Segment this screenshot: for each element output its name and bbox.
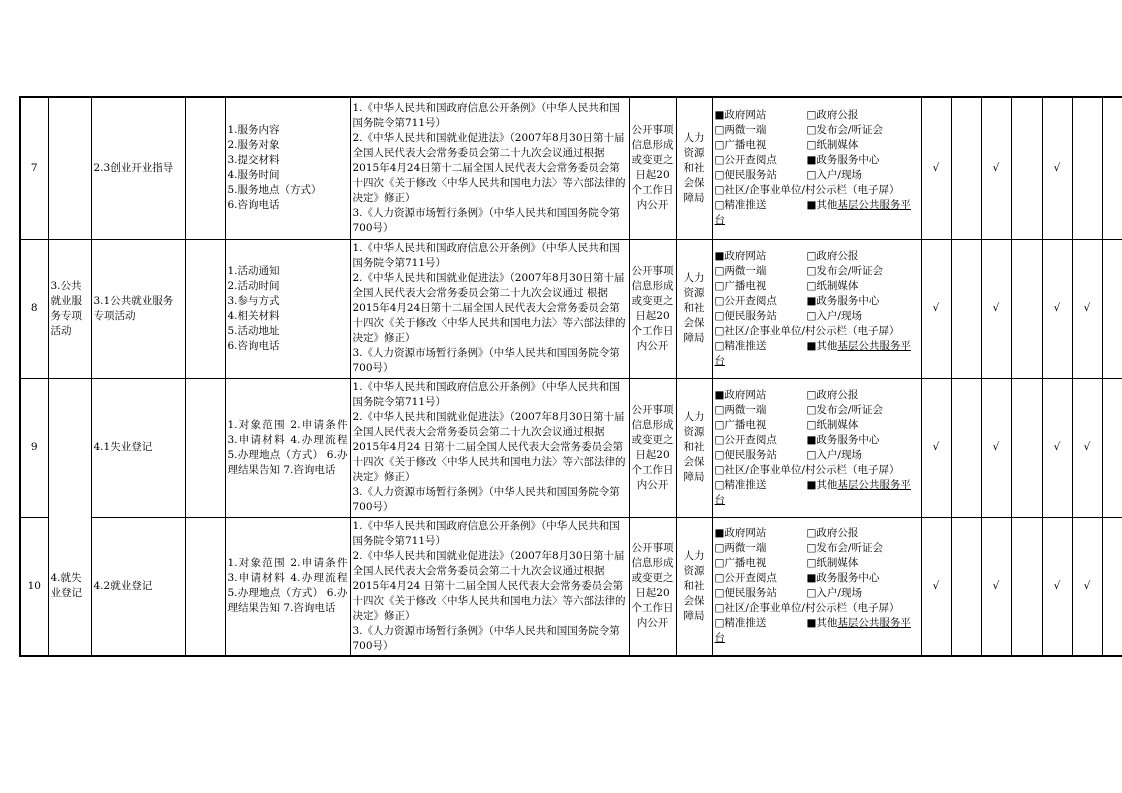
blank-cell bbox=[185, 239, 225, 378]
responsible-department: 人力资源和社会保障局 bbox=[676, 378, 712, 517]
disclosure-content bbox=[225, 239, 350, 378]
responsible-department: 人力资源和社会保障局 bbox=[676, 239, 712, 378]
content-text: 1.对象范围 2.申请条件 3.申请材料 4.办理流程 5.办理地点（方式） 6.办理结果告知 7.咨询电话 bbox=[227, 418, 348, 476]
disclosure-timeline: 公开事项信息形成或变更之日起20个工作日内公开 bbox=[629, 97, 676, 239]
category-cell bbox=[48, 97, 91, 239]
channel-option: □精准推送 bbox=[714, 339, 767, 352]
content-line: 5.服务地点（方式） bbox=[227, 184, 322, 197]
check-mark: √ bbox=[1042, 239, 1072, 378]
channel-option: □精准推送 bbox=[714, 617, 767, 629]
channel-option: □入户/现场 bbox=[806, 309, 862, 322]
channel-option: □入户/现场 bbox=[806, 169, 862, 182]
disclosure-channels bbox=[712, 517, 921, 656]
channel-row bbox=[715, 339, 919, 369]
channel-option-other: 基层公共服务平台 bbox=[714, 339, 911, 367]
check-mark: √ bbox=[921, 517, 951, 656]
check-mark: √ bbox=[981, 97, 1011, 239]
channel-option: □广播电视 bbox=[714, 557, 767, 569]
disclosure-basis bbox=[350, 239, 629, 378]
channel-option: □纸制媒体 bbox=[806, 418, 859, 431]
basis-line: 3.《人力资源市场暂行条例》（中华人民共和国国务院令第700号） bbox=[352, 486, 620, 513]
check-mark: √ bbox=[981, 517, 1011, 656]
disclosure-timeline: 公开事项信息形成或变更之日起20个工作日内公开 bbox=[629, 239, 676, 378]
basis-line: 2.《中华人民共和国就业促进法》（2007年8月30日第十届全国人民代表大会常务委员会第二十九次会议通过根据2015年4月24日第十二届全国人民代表大会常务委员会第十四次《关于修改〈中华人民共和国电力法〉等六部法律的决定》修正） bbox=[352, 131, 626, 204]
content-line: 1.服务内容 bbox=[227, 124, 280, 137]
check-mark: √ bbox=[1072, 517, 1102, 656]
channel-option: ■政务服务中心 bbox=[806, 572, 880, 584]
disclosure-channels bbox=[712, 239, 921, 378]
channel-option: ■其他 bbox=[806, 617, 838, 629]
channel-row bbox=[715, 123, 919, 138]
channel-option: □社区/企事业单位/村公示栏（电子屏） bbox=[714, 602, 900, 614]
channel-option: ■政府网站 bbox=[714, 527, 767, 539]
check-mark bbox=[1102, 97, 1122, 239]
check-mark: √ bbox=[1042, 517, 1072, 656]
channel-option-other: 基层公共服务平台 bbox=[714, 617, 911, 644]
content-line: 3.提交材料 bbox=[227, 154, 280, 167]
channel-option: □政府公报 bbox=[806, 249, 859, 262]
channel-row bbox=[715, 403, 919, 418]
check-mark: √ bbox=[921, 239, 951, 378]
row-number: 8 bbox=[20, 239, 48, 378]
content-line: 1.活动通知 bbox=[227, 264, 280, 277]
row-number: 9 bbox=[20, 378, 48, 517]
channel-option: □纸制媒体 bbox=[806, 139, 859, 152]
content-line: 2.服务对象 bbox=[227, 139, 280, 152]
check-mark: √ bbox=[921, 378, 951, 517]
channel-option: □便民服务站 bbox=[714, 448, 777, 461]
disclosure-channels bbox=[712, 378, 921, 517]
channel-option: □广播电视 bbox=[714, 279, 767, 292]
item-name: 4.2就业登记 bbox=[91, 517, 185, 656]
channel-option: □两微一端 bbox=[714, 124, 767, 137]
channel-option-other: 基层公共服务平台 bbox=[714, 199, 911, 227]
disclosure-basis bbox=[350, 517, 629, 656]
channel-option: □发布会/听证会 bbox=[806, 542, 883, 554]
channel-option: ■其他 bbox=[806, 478, 838, 491]
check-mark bbox=[1072, 97, 1102, 239]
channel-option: ■政务服务中心 bbox=[806, 433, 880, 446]
channel-option: □政府公报 bbox=[806, 388, 859, 401]
channel-row bbox=[715, 556, 919, 571]
channel-option: ■政府网站 bbox=[714, 388, 767, 401]
channel-row bbox=[715, 294, 919, 309]
channel-option: □两微一端 bbox=[714, 264, 767, 277]
basis-line: 3.《人力资源市场暂行条例》（中华人民共和国国务院令第700号） bbox=[352, 206, 620, 234]
channel-option: □精准推送 bbox=[714, 199, 767, 212]
channel-option: □两微一端 bbox=[714, 403, 767, 416]
channel-option: □纸制媒体 bbox=[806, 279, 859, 292]
channel-option: □便民服务站 bbox=[714, 169, 777, 182]
channel-option: ■政府网站 bbox=[714, 249, 767, 262]
channel-option: □公开查阅点 bbox=[714, 433, 777, 446]
channel-row bbox=[715, 433, 919, 448]
channel-row bbox=[715, 586, 919, 601]
channel-option: □精准推送 bbox=[714, 478, 767, 491]
channel-row bbox=[715, 108, 919, 123]
blank-cell bbox=[185, 97, 225, 239]
check-mark: √ bbox=[981, 239, 1011, 378]
check-mark bbox=[1011, 378, 1042, 517]
channel-row bbox=[715, 153, 919, 168]
basis-line: 3.《人力资源市场暂行条例》（中华人民共和国国务院令第700号） bbox=[352, 624, 620, 652]
check-mark: √ bbox=[1042, 378, 1072, 517]
disclosure-content bbox=[225, 517, 350, 656]
check-mark bbox=[1011, 97, 1042, 239]
channel-option: □发布会/听证会 bbox=[806, 264, 883, 277]
check-mark: √ bbox=[1072, 378, 1102, 517]
channel-option: □便民服务站 bbox=[714, 309, 777, 322]
disclosure-timeline: 公开事项信息形成或变更之日起20个工作日内公开 bbox=[629, 378, 676, 517]
channel-option: □政府公报 bbox=[806, 527, 859, 539]
basis-line: 2.《中华人民共和国就业促进法》（2007年8月30日第十届全国人民代表大会常务委员会第二十九次会议通过根据2015年4月24 日第十二届全国人民代表大会常务委员会第十四次《关于修改〈中华人民共和国电力法〉等六部法律的决定》修正） bbox=[352, 411, 626, 483]
responsible-department: 人力资源和社会保障局 bbox=[676, 97, 712, 239]
check-mark bbox=[1102, 378, 1122, 517]
check-mark bbox=[951, 239, 981, 378]
channel-option: □广播电视 bbox=[714, 139, 767, 152]
item-name: 2.3创业开业指导 bbox=[91, 97, 185, 239]
content-line: 4.相关材料 bbox=[227, 309, 280, 322]
check-mark: √ bbox=[921, 97, 951, 239]
category-cell: 3.公共就业服务专项活动 bbox=[48, 239, 91, 378]
basis-line: 1.《中华人民共和国政府信息公开条例》（中华人民共和国国务院令第711号） bbox=[352, 242, 620, 269]
basis-line: 1.《中华人民共和国政府信息公开条例》（中华人民共和国国务院令第711号） bbox=[352, 101, 620, 129]
blank-cell bbox=[185, 378, 225, 517]
check-mark bbox=[1011, 239, 1042, 378]
channel-option: ■政府网站 bbox=[714, 109, 767, 122]
channel-option: □广播电视 bbox=[714, 418, 767, 431]
channel-option: □公开查阅点 bbox=[714, 572, 777, 584]
channel-row bbox=[715, 526, 919, 541]
channel-option: □公开查阅点 bbox=[714, 294, 777, 307]
channel-row bbox=[715, 249, 919, 264]
basis-line: 2.《中华人民共和国就业促进法》（2007年8月30日第十届全国人民代表大会常务委员会第二十九次会议通过 根据2015年4月24日第十二届全国人民代表大会常务委员会第十四次《关于修改〈中华人民共和国电力法〉等六部法律的决定》修正） bbox=[352, 272, 626, 344]
channel-option: □社区/企事业单位/村公示栏（电子屏） bbox=[714, 184, 900, 197]
item-name: 3.1公共就业服务专项活动 bbox=[91, 239, 185, 378]
channel-row bbox=[715, 264, 919, 279]
responsible-department: 人力资源和社会保障局 bbox=[676, 517, 712, 656]
disclosure-basis bbox=[350, 97, 629, 239]
content-line: 3.参与方式 bbox=[227, 294, 280, 307]
channel-row bbox=[715, 168, 919, 183]
channel-row bbox=[715, 541, 919, 556]
channel-option: □入户/现场 bbox=[806, 587, 862, 599]
basis-line: 3.《人力资源市场暂行条例》（中华人民共和国国务院令第700号） bbox=[352, 347, 620, 374]
channel-option: □入户/现场 bbox=[806, 448, 862, 461]
check-mark bbox=[1102, 239, 1122, 378]
channel-option: □两微一端 bbox=[714, 542, 767, 554]
content-line: 4.服务时间 bbox=[227, 169, 280, 182]
channel-row bbox=[715, 279, 919, 294]
category-cell: 4.就失业登记 bbox=[48, 517, 91, 656]
channel-row bbox=[715, 138, 919, 153]
category-cell bbox=[48, 378, 91, 517]
content-line: 5.活动地址 bbox=[227, 324, 280, 337]
channel-option: □公开查阅点 bbox=[714, 154, 777, 167]
channel-row bbox=[715, 198, 919, 228]
channel-option: ■政务服务中心 bbox=[806, 154, 880, 167]
check-mark bbox=[951, 378, 981, 517]
channel-row bbox=[715, 571, 919, 586]
disclosure-timeline: 公开事项信息形成或变更之日起20个工作日内公开 bbox=[629, 517, 676, 656]
channel-row bbox=[715, 616, 919, 646]
channel-option: □发布会/听证会 bbox=[806, 124, 883, 137]
table-row bbox=[20, 517, 1122, 656]
disclosure-channels bbox=[712, 97, 921, 239]
content-text: 1.对象范围 2.申请条件 3.申请材料 4.办理流程 5.办理地点（方式） 6.办理结果告知 7.咨询电话 bbox=[227, 557, 348, 614]
content-line: 2.活动时间 bbox=[227, 279, 280, 292]
table-row bbox=[20, 239, 1122, 378]
channel-option: □社区/企事业单位/村公示栏（电子屏） bbox=[714, 463, 900, 476]
check-mark bbox=[1102, 517, 1122, 656]
check-mark bbox=[1011, 517, 1042, 656]
channel-option: □纸制媒体 bbox=[806, 557, 859, 569]
disclosure-table bbox=[19, 96, 1122, 657]
channel-option-other: 基层公共服务平台 bbox=[714, 478, 911, 506]
channel-option: □社区/企事业单位/村公示栏（电子屏） bbox=[714, 324, 900, 337]
disclosure-content bbox=[225, 97, 350, 239]
channel-option: □便民服务站 bbox=[714, 587, 777, 599]
channel-option: ■其他 bbox=[806, 339, 838, 352]
channel-option: ■其他 bbox=[806, 199, 838, 212]
channel-option: □政府公报 bbox=[806, 109, 859, 122]
basis-line: 2.《中华人民共和国就业促进法》（2007年8月30日第十届全国人民代表大会常务委员会第二十九次会议通过根据2015年4月24 日第十二届全国人民代表大会常务委员会第十四次《关于修改〈中华人民共和国电力法〉等六部法律的决定》修正） bbox=[352, 549, 626, 622]
channel-option: ■政务服务中心 bbox=[806, 294, 880, 307]
channel-row bbox=[715, 478, 919, 508]
check-mark bbox=[951, 517, 981, 656]
check-mark: √ bbox=[1042, 97, 1072, 239]
channel-option: □发布会/听证会 bbox=[806, 403, 883, 416]
channel-row bbox=[715, 418, 919, 433]
channel-row bbox=[715, 309, 919, 324]
check-mark: √ bbox=[981, 378, 1011, 517]
disclosure-content bbox=[225, 378, 350, 517]
table-row bbox=[20, 378, 1122, 517]
table-row bbox=[20, 97, 1122, 239]
basis-line: 1.《中华人民共和国政府信息公开条例》（中华人民共和国国务院令第711号） bbox=[352, 519, 620, 547]
blank-cell bbox=[185, 517, 225, 656]
basis-line: 1.《中华人民共和国政府信息公开条例》（中华人民共和国国务院令第711号） bbox=[352, 381, 620, 408]
check-mark: √ bbox=[1072, 239, 1102, 378]
channel-row bbox=[715, 448, 919, 463]
item-name: 4.1失业登记 bbox=[91, 378, 185, 517]
channel-row bbox=[715, 388, 919, 403]
disclosure-basis bbox=[350, 378, 629, 517]
content-line: 6.咨询电话 bbox=[227, 339, 280, 352]
content-line: 6.咨询电话 bbox=[227, 199, 280, 212]
row-number: 10 bbox=[20, 517, 48, 656]
check-mark bbox=[951, 97, 981, 239]
row-number: 7 bbox=[20, 97, 48, 239]
